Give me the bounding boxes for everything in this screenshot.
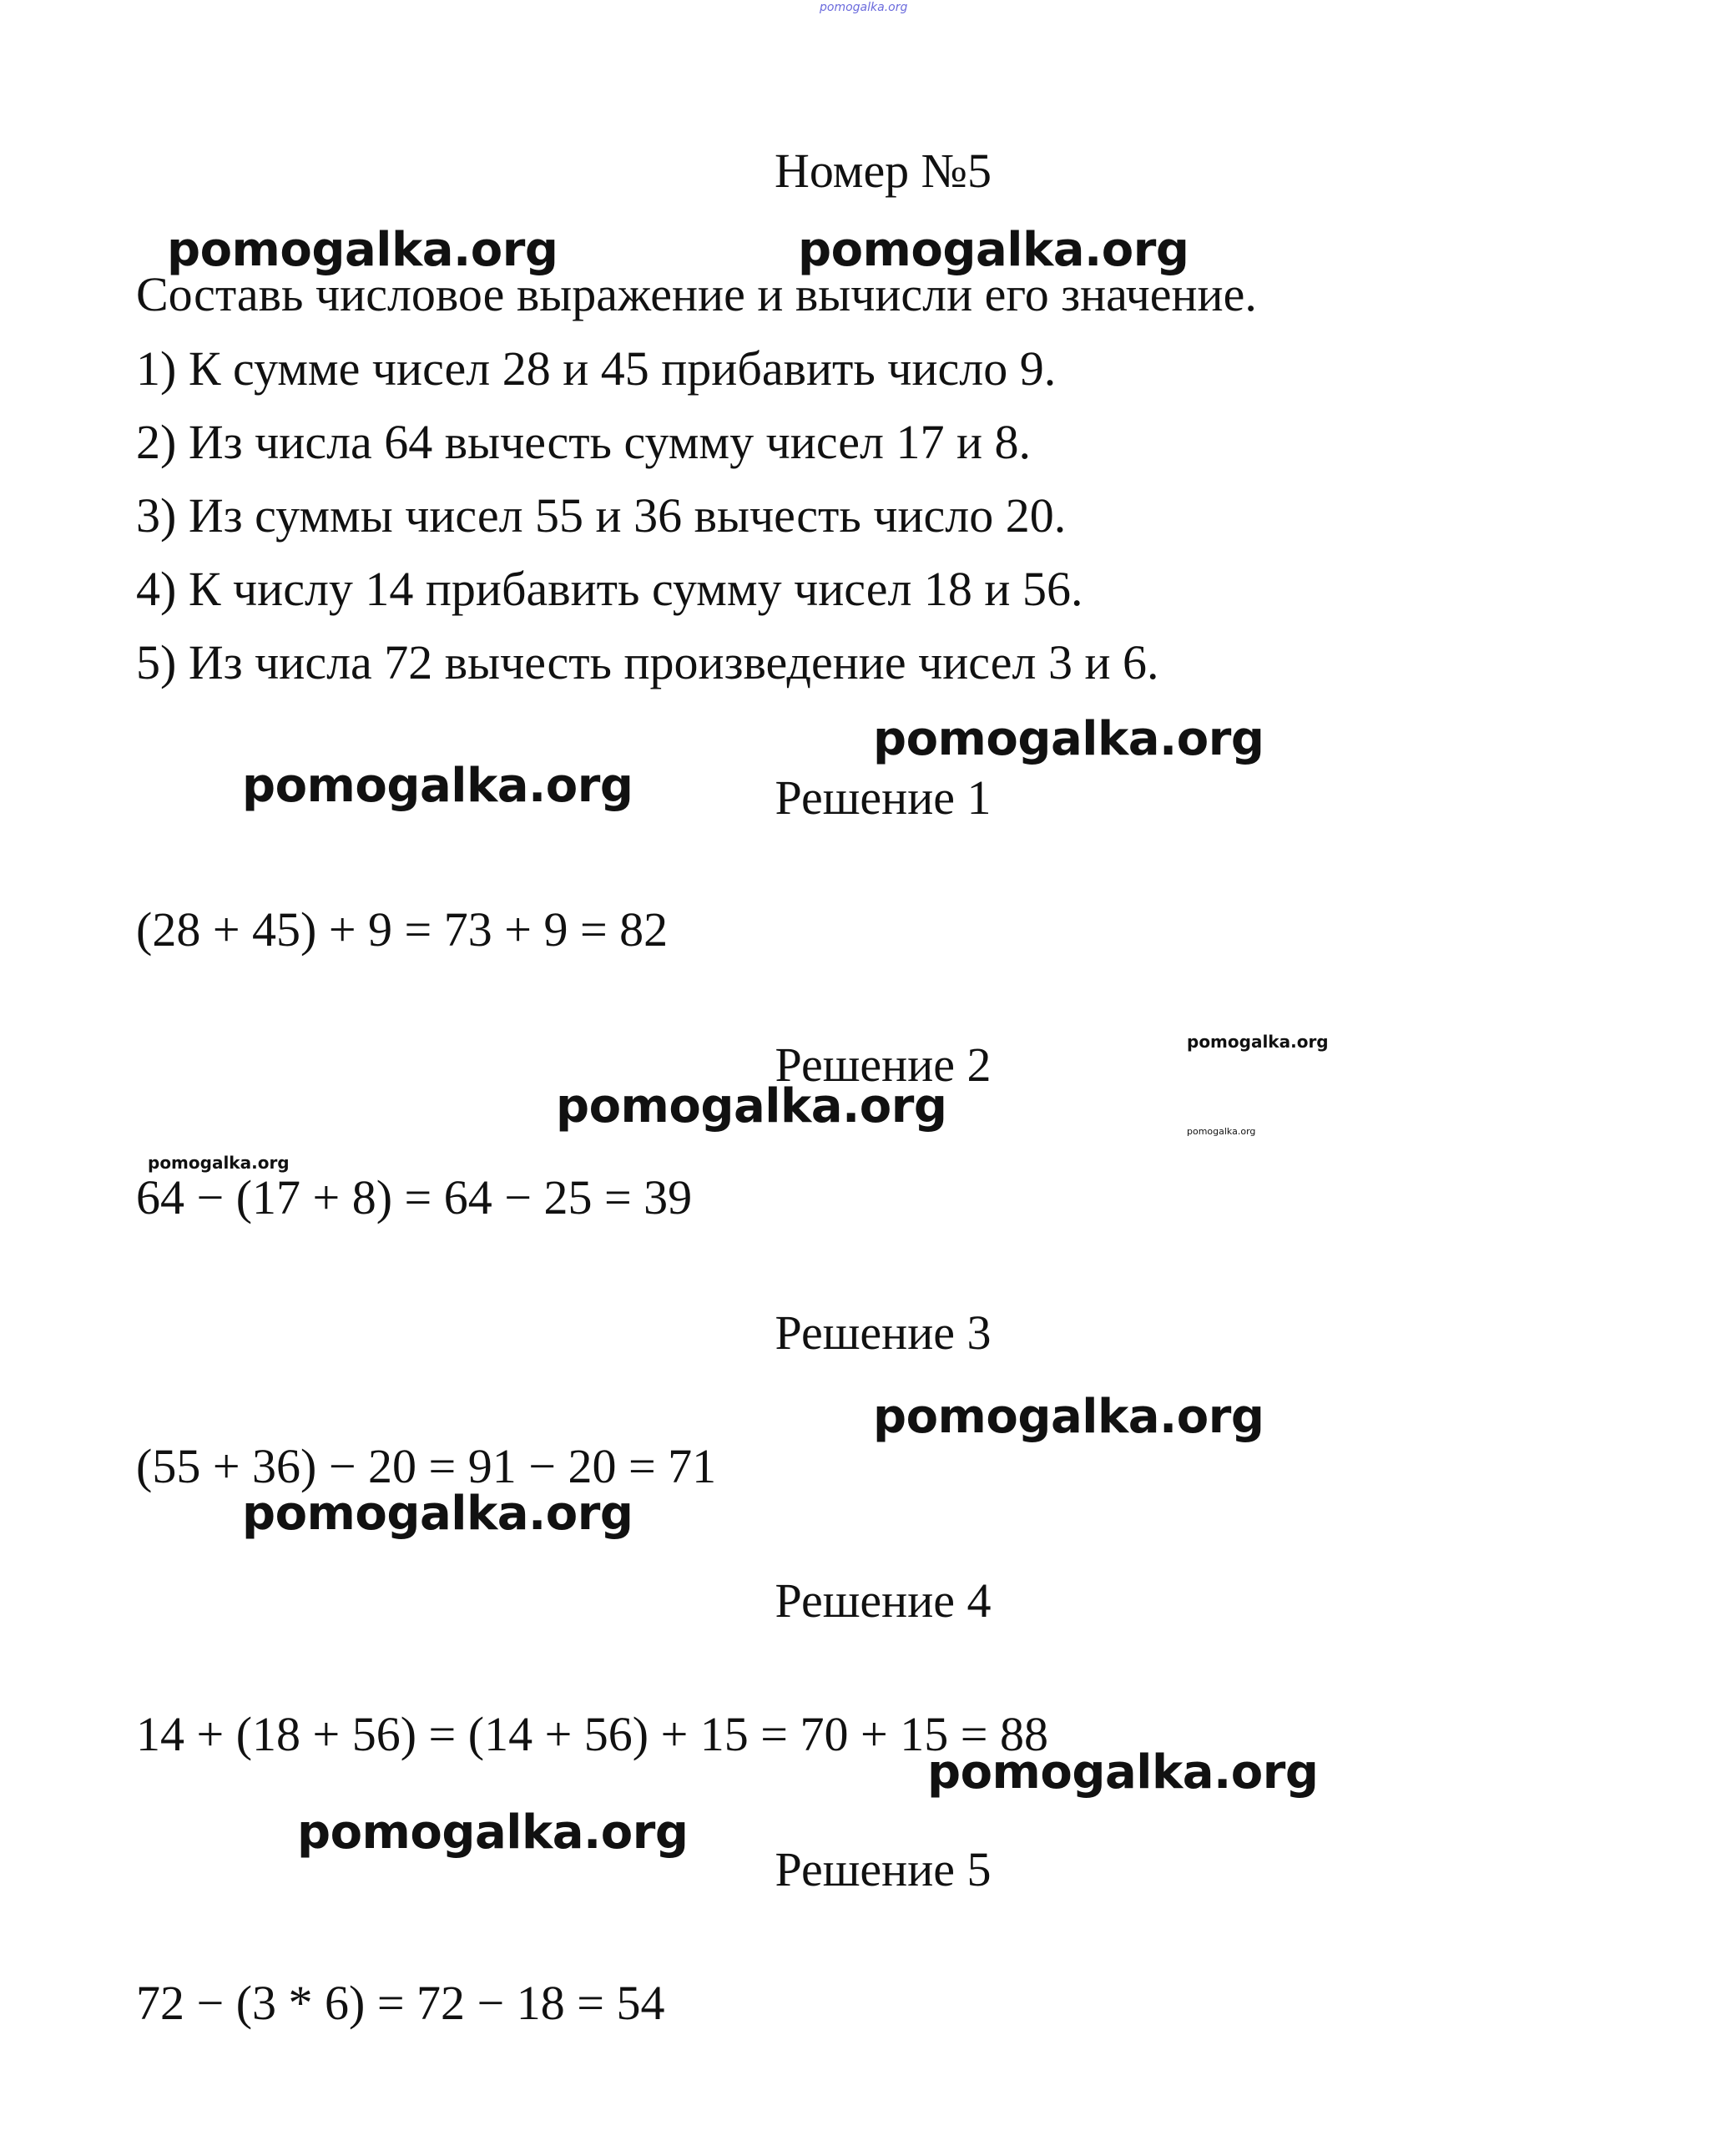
page-title: Номер №5: [774, 144, 992, 198]
watermark: pomogalka.org: [1187, 1032, 1329, 1052]
solution-expression: 72 − (3 * 6) = 72 − 18 = 54: [136, 1976, 665, 2030]
watermark: pomogalka.org: [242, 759, 633, 813]
solution-expression: 14 + (18 + 56) = (14 + 56) + 15 = 70 + 15 = 88: [136, 1707, 1048, 1761]
solution-expression: (55 + 36) − 20 = 91 − 20 = 71: [136, 1439, 717, 1493]
watermark: pomogalka.org: [297, 1805, 689, 1860]
task-item: 5) Из числа 72 вычесть произведение чисел 3 и 6.: [136, 635, 1159, 689]
source-watermark-top: pomogalka.org: [820, 1, 908, 14]
watermark: pomogalka.org: [556, 1079, 947, 1134]
solution-heading: Решение 3: [775, 1305, 992, 1360]
task-item: 2) Из числа 64 вычесть сумму чисел 17 и 8.: [136, 415, 1032, 469]
task-item: 1) К сумме чисел 28 и 45 прибавить число 9.: [136, 341, 1057, 396]
solution-expression: 64 − (17 + 8) = 64 − 25 = 39: [136, 1170, 693, 1224]
solution-expression: (28 + 45) + 9 = 73 + 9 = 82: [136, 902, 669, 957]
solution-heading: Решение 5: [775, 1842, 992, 1896]
solution-heading: Решение 4: [775, 1573, 992, 1628]
solution-heading: Решение 1: [775, 770, 992, 825]
watermark: pomogalka.org: [167, 223, 558, 277]
watermark: pomogalka.org: [148, 1153, 290, 1173]
task-item: 4) К числу 14 прибавить сумму чисел 18 и 56.: [136, 562, 1083, 616]
watermark: pomogalka.org: [873, 712, 1264, 766]
watermark: pomogalka.org: [927, 1745, 1319, 1800]
watermark: pomogalka.org: [242, 1487, 633, 1541]
watermark: pomogalka.org: [798, 223, 1189, 277]
watermark: pomogalka.org: [873, 1390, 1264, 1444]
task-instruction: Составь числовое выражение и вычисли его значение.: [136, 267, 1257, 321]
solution-heading: Решение 2: [775, 1038, 992, 1092]
watermark: pomogalka.org: [1187, 1126, 1256, 1137]
task-item: 3) Из суммы чисел 55 и 36 вычесть число 20.: [136, 488, 1067, 543]
